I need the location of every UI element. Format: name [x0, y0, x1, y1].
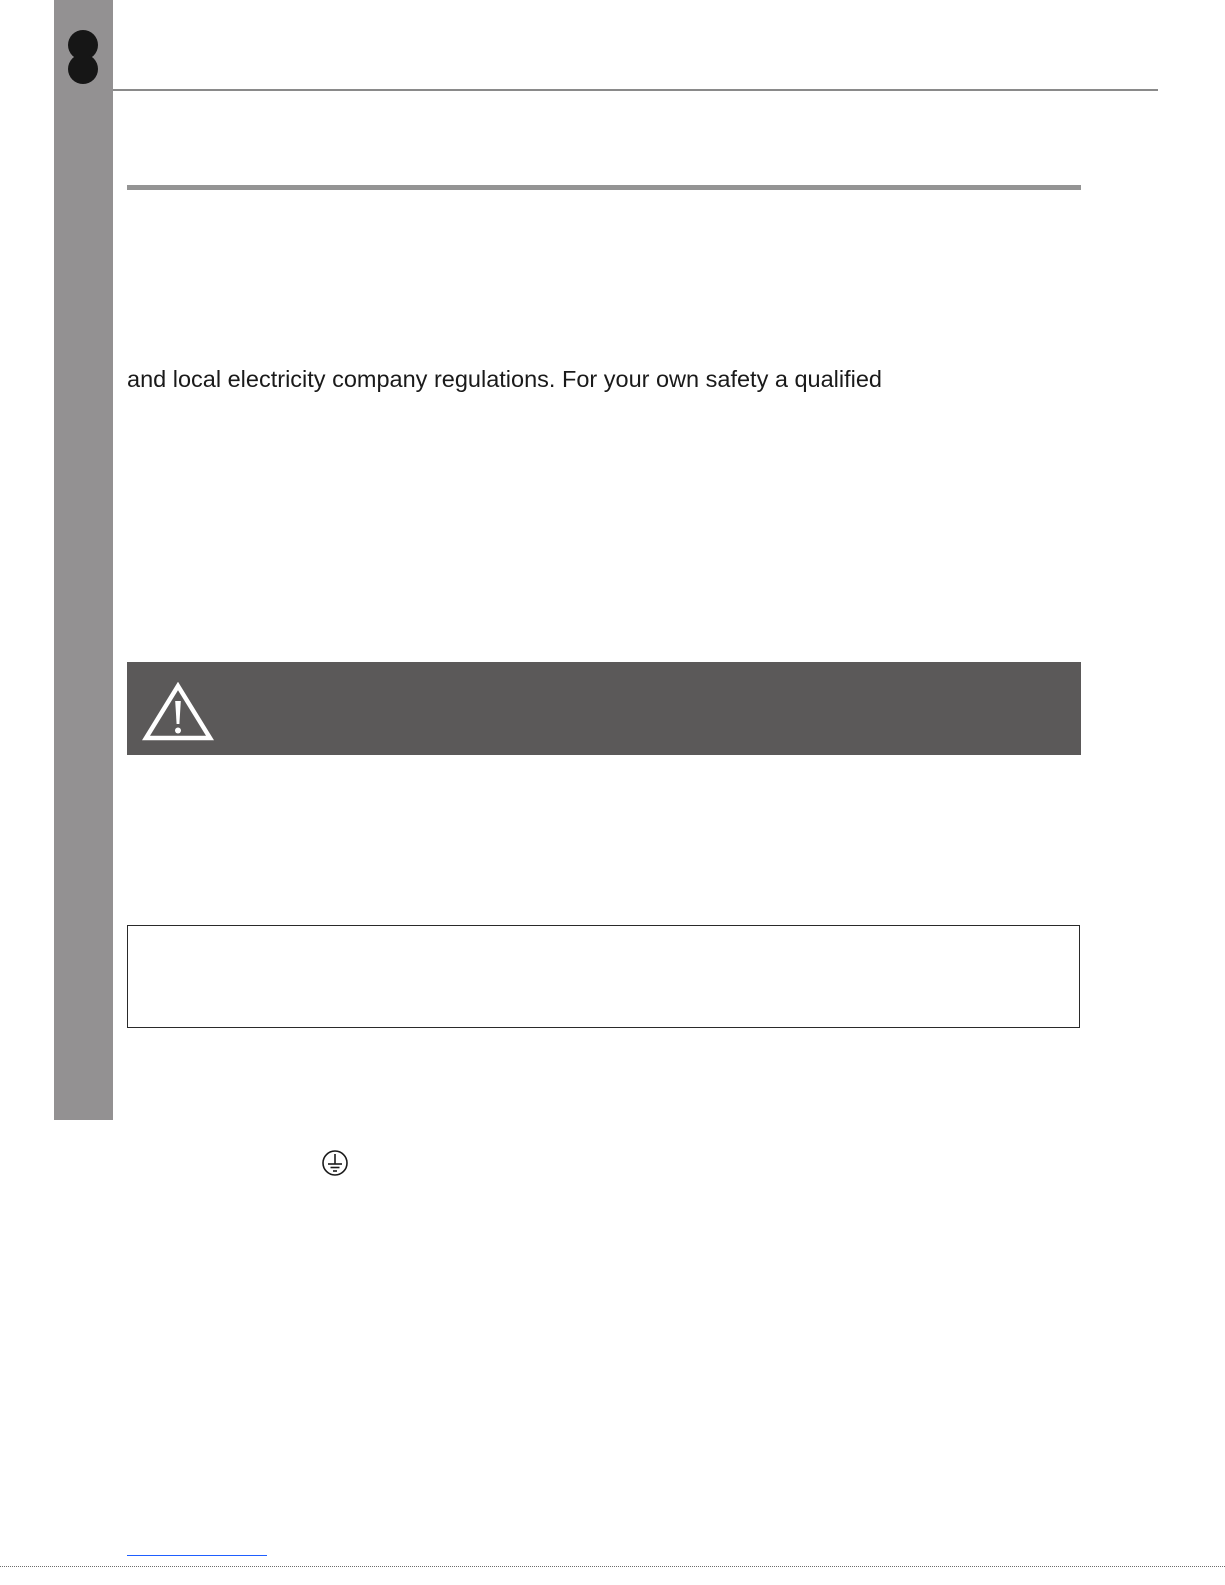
header-rule: [113, 89, 1158, 91]
warning-band: [127, 662, 1081, 755]
page-bottom-edge: [0, 1566, 1225, 1567]
note-box: [127, 925, 1080, 1028]
footnote-rule: [127, 1555, 267, 1556]
ground-symbol-icon: [321, 1149, 349, 1177]
side-bar: [54, 0, 113, 1120]
body-text: and local electricity company regulations. For your own safety a qualified: [127, 366, 882, 392]
black-bullet-icon: [68, 54, 98, 84]
warning-triangle-icon: [142, 682, 214, 742]
section-rule: [127, 185, 1081, 190]
